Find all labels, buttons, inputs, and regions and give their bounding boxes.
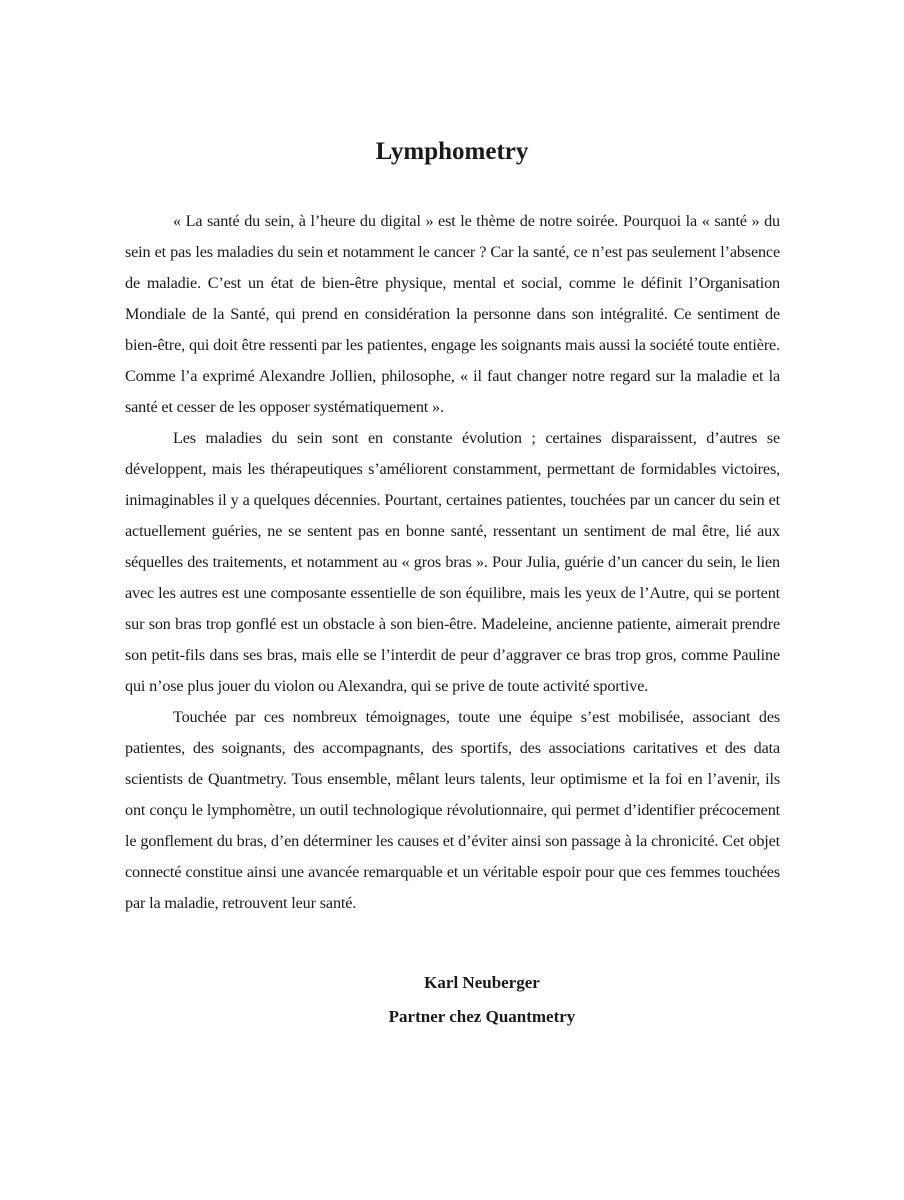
- document-body: [125, 206, 780, 919]
- paragraph-3: Touchée par ces nombreux témoignages, toute une équipe s’est mobilisée, associant des patientes, des soignants, des accompagnants, des sportifs, des associations caritatives et des data scientists de Quantmetry. Tous ensemble, mêlant leurs talents, leur optimisme et la foi en l’avenir, ils ont conçu le lymphomètre, un outil technologique révolutionnaire, qui permet d’identifier précocement le gonflement du bras, d’en déterminer les causes et d’éviter ainsi son passage à la chronicité. Cet objet connecté constitue ainsi une avancée remarquable et un véritable espoir pour que ces femmes touchées par la maladie, retrouvent leur santé.: [125, 708, 780, 912]
- paragraph-2: Les maladies du sein sont en constante évolution ; certaines disparaissent, d’autres se développent, mais les thérapeutiques s’améliorent constamment, permettant de formidables victoires, inimaginables il y a quelques décennies. Pourtant, certaines patientes, touchées par un cancer du sein et actuellement guéries, ne se sentent pas en bonne santé, ressentant un sentiment de mal être, lié aux séquelles des traitements, et notamment au « gros bras ». Pour Julia, guérie d’un cancer du sein, le lien avec les autres est une composante essentielle de son équilibre, mais les yeux de l’Autre, qui se portent sur son bras trop gonflé est un obstacle à son bien-être. Madeleine, ancienne patiente, aimerait prendre son petit-fils dans ses bras, mais elle se l’interdit de peur d’aggraver ce bras trop gros, comme Pauline qui n’ose plus jouer du violon ou Alexandra, qui se prive de toute activité sportive.: [125, 429, 780, 695]
- paragraph-1: « La santé du sein, à l’heure du digital » est le thème de notre soirée. Pourquoi la « santé » du sein et pas les maladies du sein et notamment le cancer ? Car la santé, ce n’est pas seulement l’absence de maladie. C’est un état de bien-être physique, mental et social, comme le définit l’Organisation Mondiale de la Santé, qui prend en considération la personne dans son intégralité. Ce sentiment de bien-être, qui doit être ressenti par les patientes, engage les soignants mais aussi la société toute entière. Comme l’a exprimé Alexandre Jollien, philosophe, « il faut changer notre regard sur la maladie et la santé et cesser de les opposer systématiquement ».: [125, 212, 780, 416]
- signature-role: Partner chez Quantmetry: [388, 1007, 576, 1026]
- signature-block: [0, 966, 904, 1034]
- signature-name: Karl Neuberger: [424, 973, 540, 992]
- document-title: Lymphometry: [375, 138, 529, 165]
